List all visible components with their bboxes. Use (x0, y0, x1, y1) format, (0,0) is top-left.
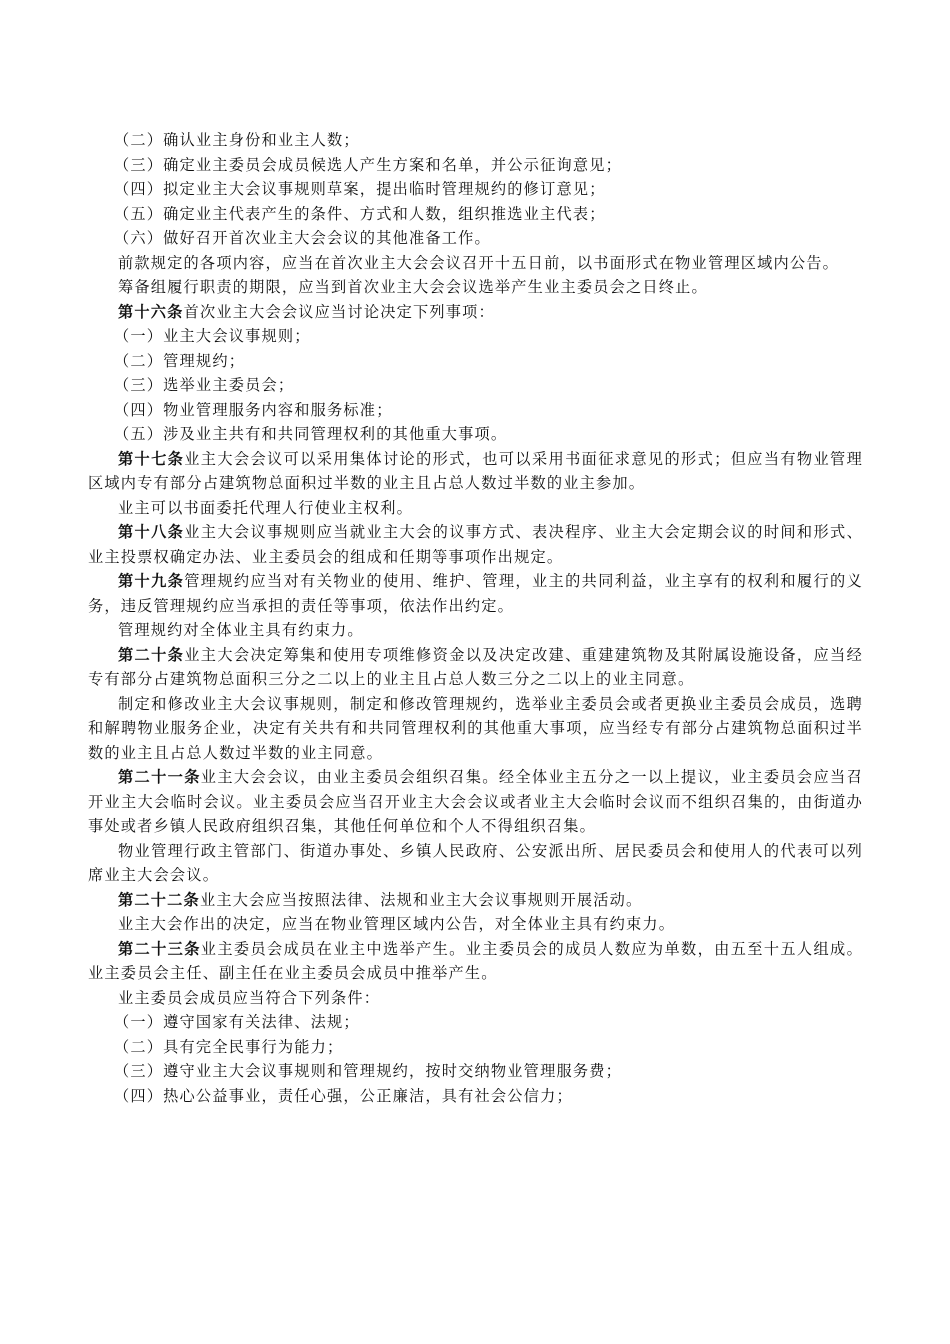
article-number: 第二十二条 (118, 890, 200, 909)
list-item: （二）确认业主身份和业主人数； (114, 131, 360, 149)
document-page (88, 128, 863, 1108)
body-paragraph: 制定和修改业主大会议事规则，制定和修改管理规约，选举业主委员会或者更换业主委员会成员，选聘和解聘物业服务企业，决定有关共有和共同管理权利的其他重大事项，应当经专有部分占建筑物总面积过半数的业主且占总人数过半数的业主同意。 (88, 694, 863, 762)
article-text: 业主大会会议可以采用集体讨论的形式，也可以采用书面征求意见的形式；但应当有物业管理区域内专有部分占建筑物总面积过半数的业主且占总人数过半数的业主参加。 (88, 449, 863, 492)
body-paragraph: 业主大会作出的决定，应当在物业管理区域内公告，对全体业主具有约束力。 (118, 915, 676, 933)
body-paragraph: 业主委员会成员应当符合下列条件： (118, 988, 381, 1007)
list-item: （四）热心公益事业，责任心强，公正廉洁，具有社会公信力； (114, 1086, 573, 1105)
body-paragraph: 前款规定的各项内容，应当在首次业主大会会议召开十五日前，以书面形式在物业管理区域内公告。 (118, 253, 840, 272)
body-paragraph: 物业管理行政主管部门、街道办事处、乡镇人民政府、公安派出所、居民委员会和使用人的代表可以列席业主大会会议。 (88, 841, 863, 884)
article-number: 第十八条 (118, 523, 185, 541)
article-paragraph (88, 520, 863, 569)
body-paragraph: 筹备组履行职责的期限，应当到首次业主大会会议选举产生业主委员会之日终止。 (118, 278, 708, 296)
article-number: 第十六条 (118, 302, 184, 321)
article-paragraph (88, 447, 863, 496)
body-paragraph: 管理规约对全体业主具有约束力。 (118, 621, 364, 639)
list-item: （一）遵守国家有关法律、法规； (114, 1013, 360, 1031)
article-paragraph (88, 937, 863, 986)
list-item: （三）确定业主委员会成员候选人产生方案和名单，并公示征询意见； (114, 155, 623, 174)
article-number: 第二十一条 (118, 768, 201, 786)
article-text: 业主委员会成员在业主中选举产生。业主委员会的成员人数应为单数，由五至十五人组成。业主委员会主任、副主任在业主委员会成员中推举产生。 (88, 939, 863, 982)
article-text: 业主大会应当按照法律、法规和业主大会议事规则开展活动。 (199, 890, 643, 909)
article-paragraph (88, 300, 863, 325)
article-number: 第十七条 (118, 449, 185, 468)
body-paragraph: 业主可以书面委托代理人行使业主权利。 (118, 498, 413, 517)
list-item: （四）拟定业主大会议事规则草案，提出临时管理规约的修订意见； (114, 180, 606, 198)
list-item: （二）具有完全民事行为能力； (114, 1037, 344, 1056)
article-number: 第二十三条 (118, 939, 201, 958)
article-number: 第十九条 (118, 572, 185, 590)
article-text: 业主大会决定筹集和使用专项维修资金以及决定改建、重建建筑物及其附属设施设备，应当经专有部分占建筑物总面积三分之二以上的业主且占总人数三分之二以上的业主同意。 (88, 645, 863, 688)
list-item: （一）业主大会议事规则； (114, 327, 311, 345)
article-paragraph (88, 569, 863, 618)
list-item: （五）确定业主代表产生的条件、方式和人数，组织推选业主代表； (114, 204, 606, 223)
article-text: 业主大会会议，由业主委员会组织召集。经全体业主五分之一以上提议，业主委员会应当召开业主大会临时会议。业主委员会应当召开业主大会会议或者业主大会临时会议而不组织召集的，由街道办事处或者乡镇人民政府组织召集，其他任何单位和个人不得组织召集。 (88, 768, 863, 835)
list-item: （四）物业管理服务内容和服务标准； (114, 400, 393, 419)
article-paragraph (88, 888, 863, 913)
list-item: （三）遵守业主大会议事规则和管理规约，按时交纳物业管理服务费； (114, 1062, 623, 1080)
article-paragraph (88, 643, 863, 692)
list-item: （三）选举业主委员会； (114, 376, 295, 394)
article-text: 首次业主大会会议应当讨论决定下列事项： (183, 302, 495, 321)
list-item: （五）涉及业主共有和共同管理权利的其他重大事项。 (114, 425, 508, 443)
article-number: 第二十条 (118, 645, 185, 664)
article-text: 业主大会议事规则应当就业主大会的议事方式、表决程序、业主大会定期会议的时间和形式、业主投票权确定办法、业主委员会的组成和任期等事项作出规定。 (88, 523, 863, 566)
list-item: （二）管理规约； (114, 351, 246, 370)
list-item: （六）做好召开首次业主大会会议的其他准备工作。 (114, 229, 491, 247)
article-text: 管理规约应当对有关物业的使用、维护、管理，业主的共同利益，业主享有的权利和履行的义务，违反管理规约应当承担的责任等事项，依法作出约定。 (88, 572, 863, 615)
article-paragraph (88, 765, 863, 839)
